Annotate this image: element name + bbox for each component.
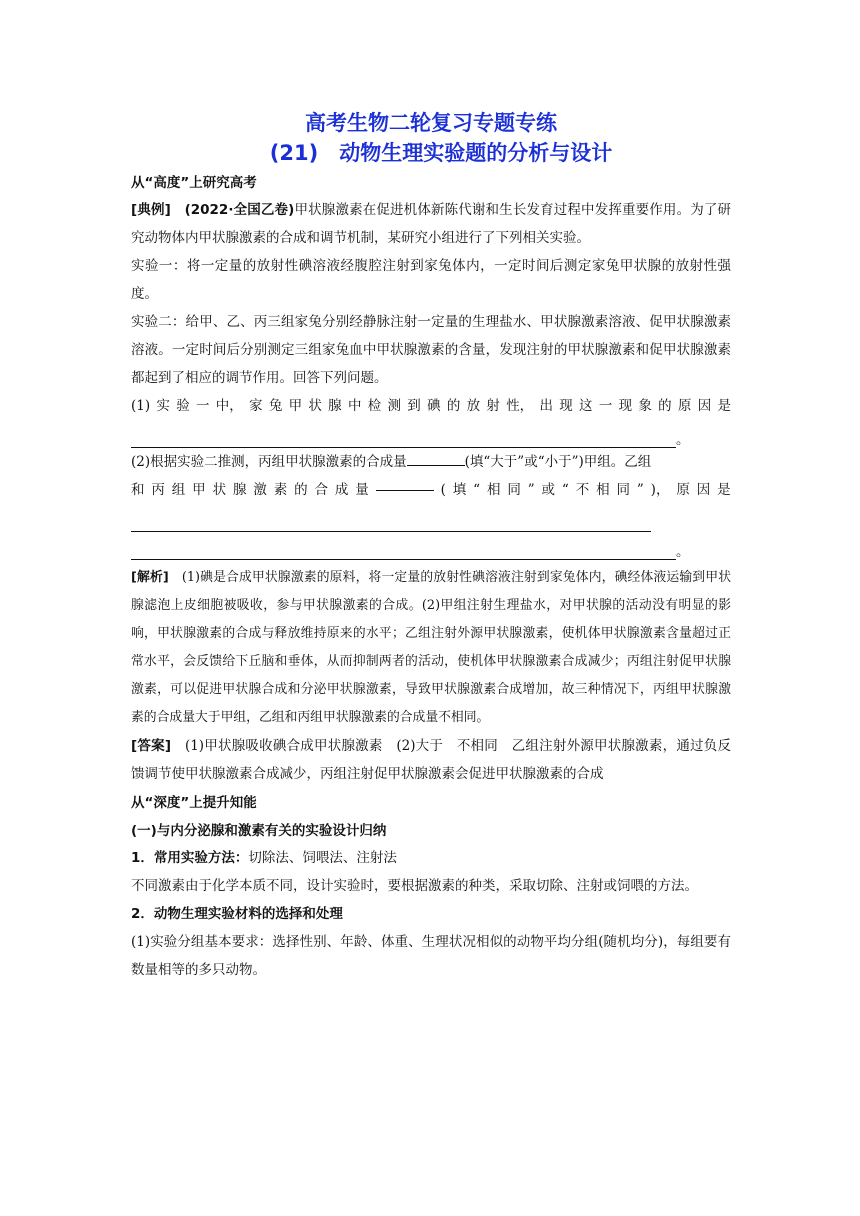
example-source: (2022·全国乙卷) xyxy=(184,202,295,218)
blank-rule xyxy=(131,513,651,532)
question-char: 出 xyxy=(539,398,553,414)
question-char: 激 xyxy=(253,482,267,498)
question-char: 碘 xyxy=(427,398,441,414)
question-char: 原 xyxy=(677,398,692,414)
question-char: 组 xyxy=(171,482,186,498)
question-char: 素 xyxy=(273,482,288,498)
question-char: 原 xyxy=(676,482,690,498)
question-char: 的 xyxy=(294,482,308,498)
question-char: 检 xyxy=(367,398,382,414)
question-char: 家 xyxy=(249,398,263,414)
question-char: 验 xyxy=(176,398,190,414)
section-heading-height: 从“高度”上研究高考 xyxy=(131,175,257,191)
question-char: 相 xyxy=(596,482,610,498)
document-title: 高考生物二轮复习专题专练 xyxy=(305,111,557,135)
question-char: 的 xyxy=(658,398,672,414)
subsection-heading: (一)与内分泌腺和激素有关的实验设计归纳 xyxy=(131,823,387,839)
question-char: 或 xyxy=(541,482,556,498)
question-char: 一 xyxy=(195,398,210,414)
document-page xyxy=(131,108,731,984)
fill-blank xyxy=(376,476,434,491)
item-one-text: 不同激素由于化学本质不同，设计实验时，要根据激素的种类，采取切除、注射或饲喂的方法。 xyxy=(131,878,698,894)
question-char: ( xyxy=(440,482,446,498)
experiment-one: 实验一：将一定量的放射性碘溶液经腹腔注射到家兔体内，一定时间后测定家兔甲状腺的放射性强度。 xyxy=(131,258,731,302)
example-intro: [典例] (2022·全国乙卷)甲状腺激素在促进机体新陈代谢和生长发育过程中发挥重要作用。为了研究动物体内甲状腺激素的合成和调节机制，某研究小组进行了下列相关实验。 xyxy=(131,202,732,246)
question-char: 实 xyxy=(156,398,170,414)
question-char: 状 xyxy=(212,482,227,498)
answer-line-one: 。 xyxy=(131,420,731,448)
question-char: 性， xyxy=(506,398,534,414)
question-char: 兔 xyxy=(268,398,283,414)
question-char: 腺 xyxy=(328,398,342,414)
question-one xyxy=(131,392,731,420)
answer-line-two xyxy=(131,504,731,532)
question-char: 这 xyxy=(579,398,593,414)
question-char: )， xyxy=(650,482,670,498)
question-char: 测 xyxy=(387,398,401,414)
fill-blank xyxy=(407,451,465,466)
question-char: 相 xyxy=(486,482,501,498)
question-char: 腺 xyxy=(232,482,247,498)
analysis-paragraph: [解析] (1)碘是合成甲状腺激素的原料，将一定量的放射性碘溶液注射到家兔体内，碘经体液运输到甲状腺滤泡上皮细胞被吸收，参与甲状腺激素的合成。(2)甲组注射生理盐水，对甲状腺的活动没有明显的影响，甲状腺激素的合成与释放维持原来的水平；乙组注射外源甲状腺激素，使机体甲状腺激素含量超过正常水平，会反馈给下丘脑和垂体，从而抑制两者的活动，使机体甲状腺激素合成减少；丙组注射促甲状腺激素，可以促进甲状腺合成和分泌甲状腺激素，导致甲状腺激素合成增加，故三种情况下，丙组甲状腺激素的合成量大于甲组，乙组和丙组甲状腺激素的合成量不相同。 xyxy=(131,570,731,725)
question-char: 中， xyxy=(215,398,243,414)
question-char: 合 xyxy=(314,482,329,498)
question-char: (1) xyxy=(131,398,151,414)
question-two-line2 xyxy=(131,476,731,504)
question-char: 是 xyxy=(717,482,731,498)
question-char: 射 xyxy=(486,398,500,414)
question-char: 到 xyxy=(407,398,421,414)
question-char: 的 xyxy=(446,398,461,414)
analysis-tag: [解析] xyxy=(131,570,169,585)
question-char: ” xyxy=(636,482,644,498)
example-tag: [典例] xyxy=(131,202,171,218)
question-char: 一 xyxy=(598,398,613,414)
experiment-two: 实验二：给甲、乙、丙三组家兔分别经静脉注射一定量的生理盐水、甲状腺激素溶液、促甲状腺激素溶液。一定时间后分别测定三组家兔血中甲状腺激素的含量，发现注射的甲状腺激素和促甲状腺激素都起到了相应的调节作用。回答下列问题。 xyxy=(131,314,731,386)
question-char: ” xyxy=(527,482,535,498)
question-char: 丙 xyxy=(151,482,165,498)
section-heading-depth: 从“深度”上提升知能 xyxy=(131,795,257,811)
answer-line-three: 。 xyxy=(131,532,731,560)
question-char: 象 xyxy=(638,398,652,414)
item-two-text: (1)实验分组基本要求：选择性别、年龄、体重、生理状况相似的动物平均分组(随机均分)，每组要有数量相等的多只动物。 xyxy=(131,934,731,978)
question-char: “ xyxy=(473,482,481,498)
question-char: 现 xyxy=(618,398,633,414)
answer-tag: [答案] xyxy=(131,738,171,754)
question-char: 状 xyxy=(308,398,322,414)
question-char: 甲 xyxy=(288,398,303,414)
item-two-heading: 2．动物生理实验材料的选择和处理 xyxy=(131,906,343,922)
question-char: 同 xyxy=(616,482,630,498)
question-char: “ xyxy=(561,482,569,498)
answer-paragraph: [答案] (1)甲状腺吸收碘合成甲状腺激素 (2)大于 不相同 乙组注射外源甲状腺激素，通过负反馈调节使甲状腺激素合成减少，丙组注射促甲状腺激素会促进甲状腺激素的合成 xyxy=(131,738,731,782)
question-char: 甲 xyxy=(192,482,206,498)
question-char: 填 xyxy=(452,482,467,498)
question-char: 不 xyxy=(575,482,590,498)
question-two: (2)根据实验二推测，丙组甲状腺激素的合成量 (填“大于”或“小于”)甲组。乙组 xyxy=(131,448,731,476)
blank-rule xyxy=(131,429,676,448)
question-char: 成 xyxy=(334,482,349,498)
blank-rule xyxy=(131,541,676,560)
document-subtitle: (21) 动物生理实验题的分析与设计 xyxy=(269,141,613,165)
question-char: 和 xyxy=(131,482,145,498)
question-char: 中 xyxy=(347,398,362,414)
question-char: 因 xyxy=(696,482,711,498)
question-char: 放 xyxy=(466,398,481,414)
question-char: 量 xyxy=(355,482,369,498)
question-char: 因 xyxy=(697,398,712,414)
question-char: 现 xyxy=(559,398,573,414)
question-char: 是 xyxy=(717,398,731,414)
item-one-heading: 1．常用实验方法：切除法、饲喂法、注射法 xyxy=(131,850,397,866)
question-char: 同 xyxy=(507,482,521,498)
